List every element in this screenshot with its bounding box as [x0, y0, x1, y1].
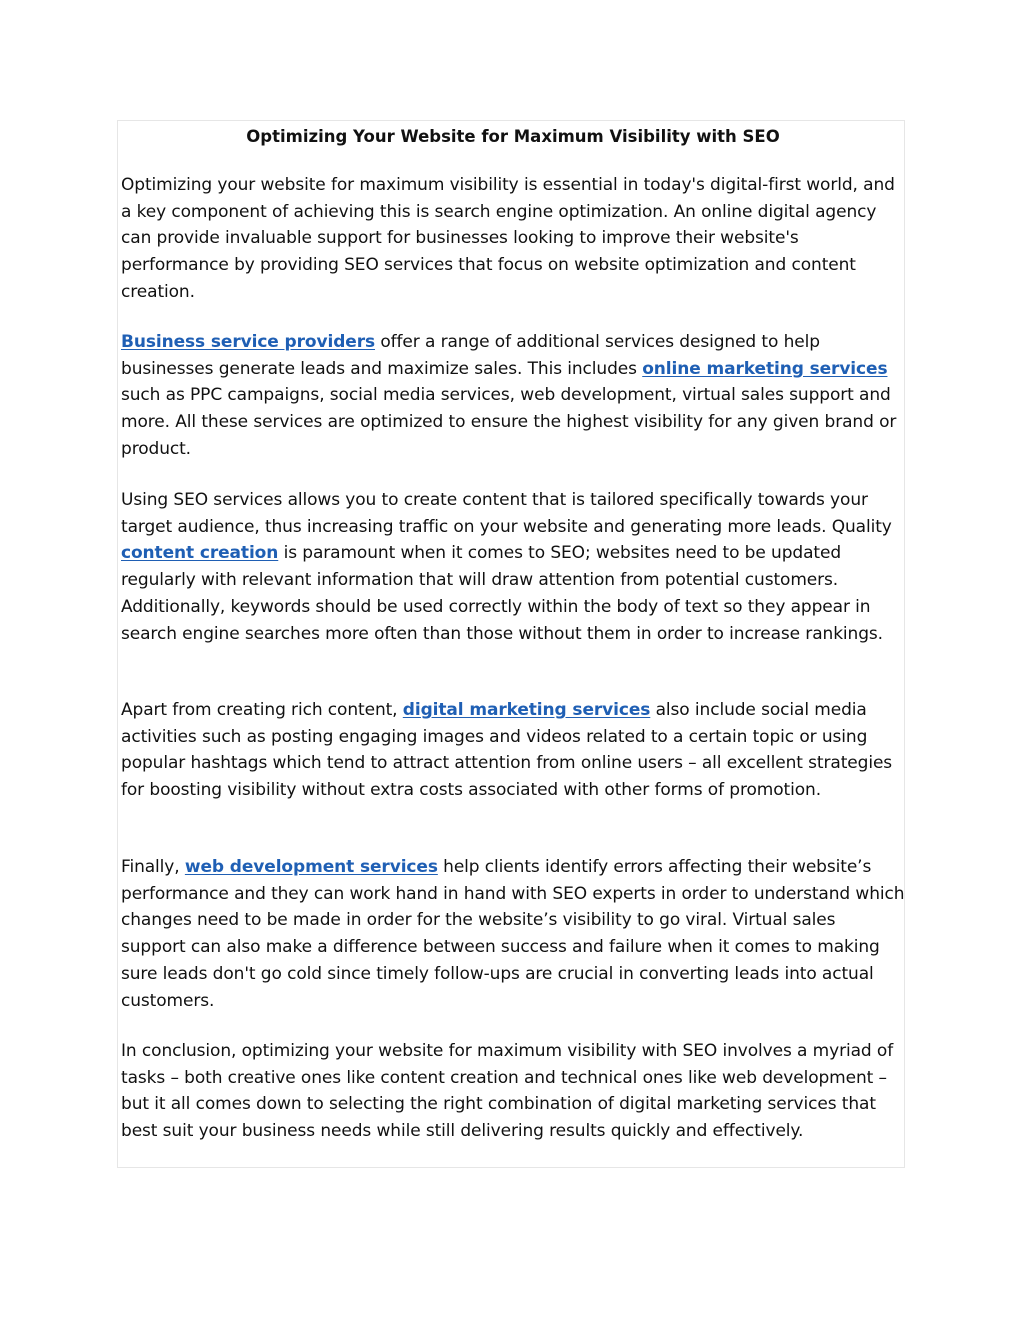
paragraph-text: Finally,	[121, 857, 185, 877]
paragraph-conclusion	[121, 1038, 905, 1145]
document-title: Optimizing Your Website for Maximum Visibility with SEO	[246, 127, 780, 146]
paragraph-text: help clients identify errors affecting their website’s performance and they can work hand in hand with SEO experts in order to understand which changes need to be made in order for the website’s visibility to go viral. Virtual sales support can also make a difference between success and failure when it comes to making sure leads don't go cold since timely follow-ups are crucial in converting leads into actual customers.	[121, 857, 905, 1011]
paragraph-text: Optimizing your website for maximum visibility is essential in today's digital-first world, and a key component of achieving this is search engine optimization. An online digital agency can provide invaluable support for businesses looking to improve their website's performance by providing SEO services that focus on website optimization and content creation.	[121, 175, 895, 302]
paragraph-text: In conclusion, optimizing your website for maximum visibility with SEO involves a myriad of tasks – both creative ones like content creation and technical ones like web development – but it all comes down to selecting the right combination of digital marketing services that best suit your business needs while still delivering results quickly and effectively.	[121, 1041, 894, 1142]
paragraph-text: Using SEO services allows you to create content that is tailored specifically towards your target audience, thus increasing traffic on your website and generating more leads. Quality	[121, 490, 892, 537]
paragraph-intro	[121, 172, 905, 306]
paragraph-text: Apart from creating rich content,	[121, 700, 403, 720]
web-development-services-link[interactable]: web development services	[184, 857, 438, 877]
paragraph-business-services	[121, 329, 905, 463]
business-service-providers-link[interactable]: Business service providers	[121, 332, 376, 352]
paragraph-web-development	[121, 854, 905, 1014]
digital-marketing-services-link[interactable]: digital marketing services	[402, 700, 651, 720]
content-creation-link[interactable]: content creation	[121, 543, 279, 564]
paragraph-text: offer a range of additional services designed to help businesses generate leads and maximize sales. This includes	[121, 332, 820, 379]
paragraph-digital-marketing	[121, 697, 905, 804]
online-marketing-services-link[interactable]: online marketing services	[642, 358, 888, 379]
document-body	[121, 124, 905, 1142]
paragraph-text: also include social media activities such as posting engaging images and videos related to a certain topic or using popular hashtags which tend to attract attention from online users – all excellent strategies for boosting visibility without extra costs associated with other forms of promotion.	[121, 700, 893, 801]
paragraph-text: is paramount when it comes to SEO; websites need to be updated regularly with relevant information that will draw attention from potential customers. Additionally, keywords should be used correctly within the body of text so they appear in search engine searches more often than those without them in order to increase rankings.	[121, 543, 883, 644]
paragraph-seo-content	[121, 487, 905, 647]
paragraph-text: such as PPC campaigns, social media services, web development, virtual sales support and more. All these services are optimized to ensure the highest visibility for any given brand or product.	[121, 385, 897, 459]
